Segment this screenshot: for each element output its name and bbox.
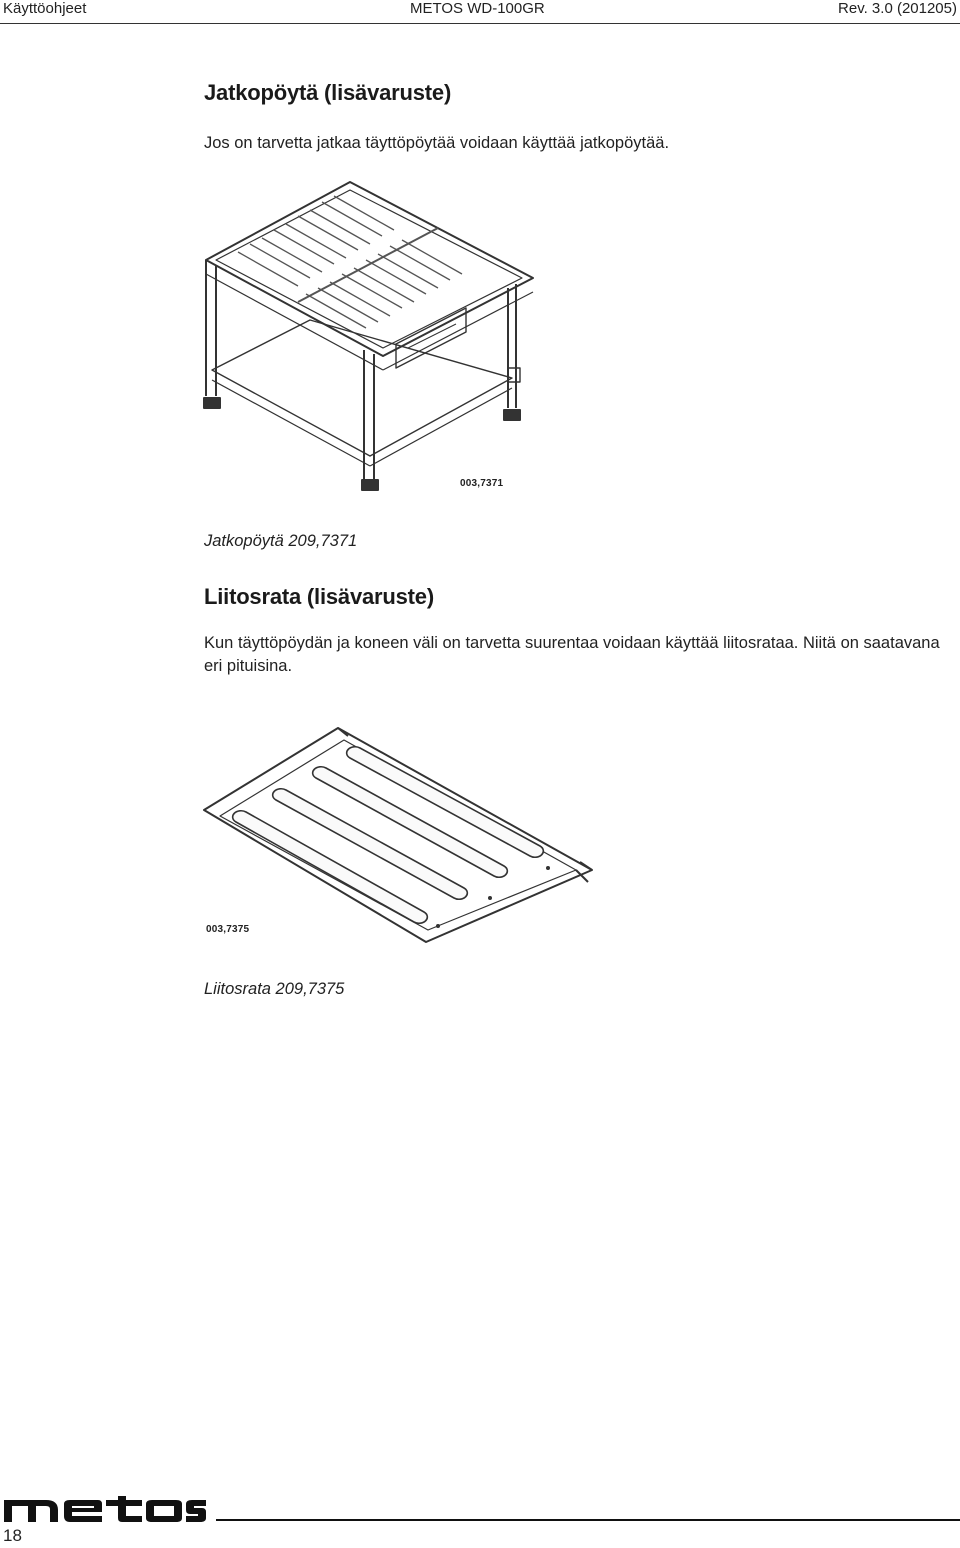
extension-table-drawing: [198, 178, 538, 498]
footer-divider: [216, 1519, 960, 1521]
section-title-liitosrata: Liitosrata (lisävaruste): [204, 584, 434, 609]
page-number: 18: [3, 1526, 22, 1545]
figure-code-7371: 003,7371: [460, 478, 504, 489]
section-text-jatkopoyta: Jos on tarvetta jatkaa täyttöpöytää voidaan käyttää jatkopöytää.: [204, 134, 670, 152]
header-divider: [0, 23, 960, 24]
header-model: METOS WD-100GR: [410, 0, 545, 17]
connecting-conveyor-drawing: [200, 722, 600, 952]
figure-caption-jatkopoyta: Jatkopöytä 209,7371: [204, 532, 358, 550]
metos-logo-mark: [2, 1496, 206, 1524]
header-document-type: Käyttöohjeet: [3, 0, 87, 17]
figure-code-7375: 003,7375: [206, 924, 250, 935]
metos-logo: [2, 1496, 206, 1529]
extension-table-figure: [198, 178, 538, 498]
figure-caption-liitosrata: Liitosrata 209,7375: [204, 980, 345, 998]
header-revision: Rev. 3.0 (201205): [838, 0, 957, 17]
section-text-liitosrata: Kun täyttöpöydän ja koneen väli on tarvetta suurentaa voidaan käyttää liitosrataa. Niitä on saatavana eri pituisina.: [204, 634, 940, 675]
section-title-jatkopoyta: Jatkopöytä (lisävaruste): [204, 80, 452, 105]
connecting-conveyor-figure: [200, 722, 600, 952]
